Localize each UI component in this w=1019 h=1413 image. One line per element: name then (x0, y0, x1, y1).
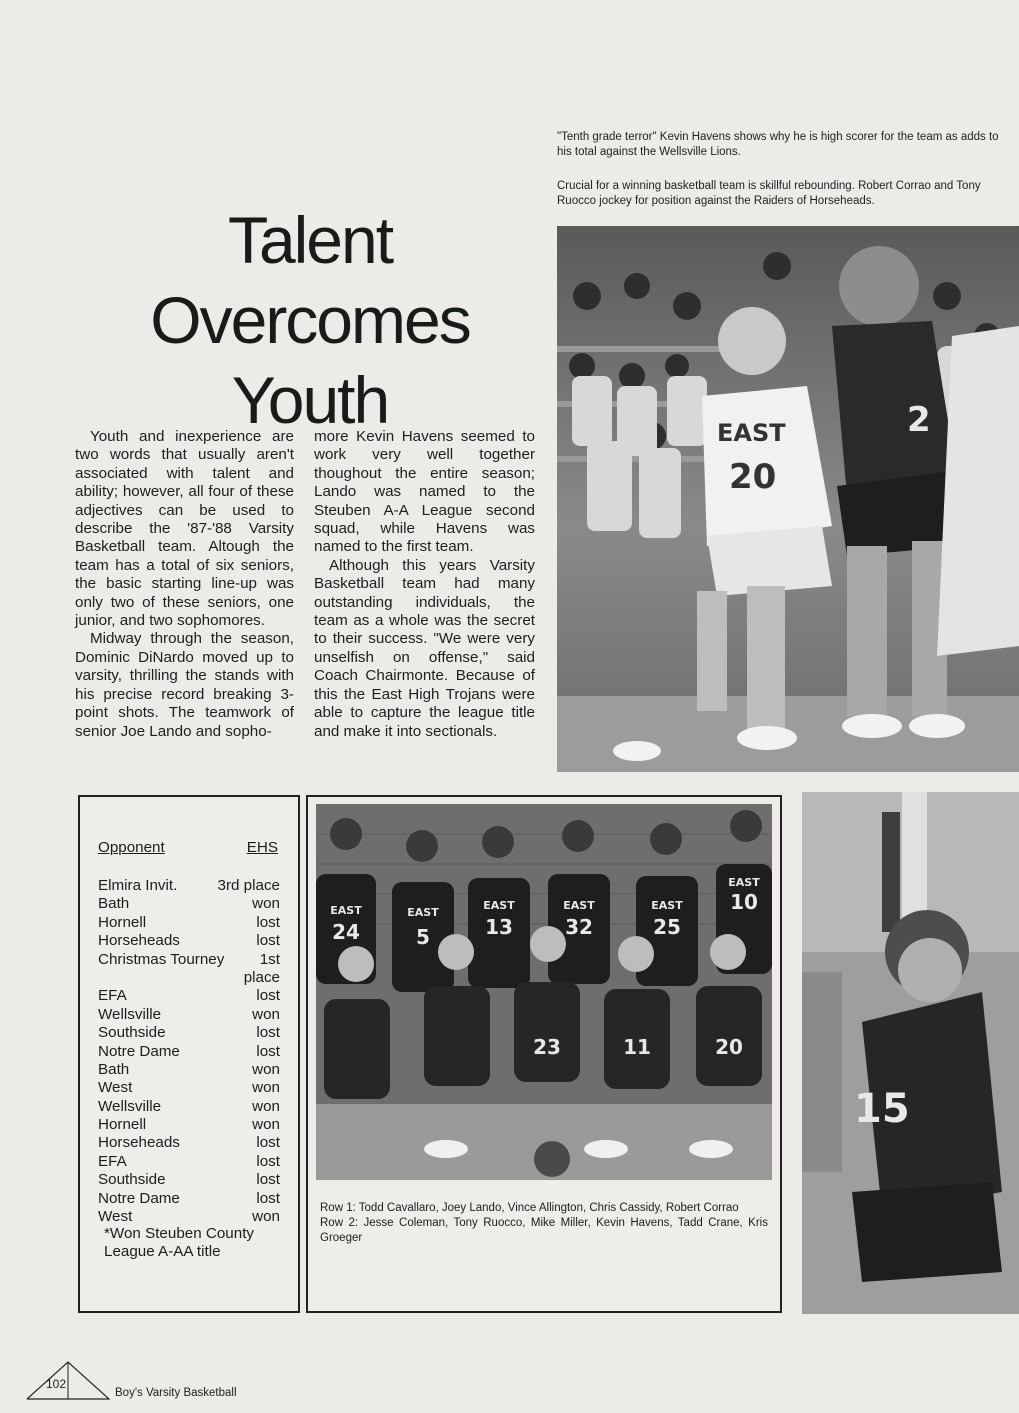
opponent: EFA (98, 1152, 127, 1170)
schedule-row (98, 1190, 280, 1208)
result: lost (256, 1134, 280, 1152)
jersey-number: 20 (729, 457, 777, 497)
schedule-header (98, 839, 278, 859)
schedule-row (98, 1024, 280, 1042)
action-photo (557, 226, 1019, 772)
result: lost (256, 1189, 280, 1207)
result: won (252, 1060, 280, 1078)
jersey-number: 32 (565, 915, 593, 939)
result: lost (256, 913, 280, 931)
side-photo (802, 792, 1019, 1314)
jersey-number: 25 (653, 915, 681, 939)
result: lost (256, 1042, 280, 1060)
top-photo-caption: "Tenth grade terror" Kevin Havens shows why he is high scorer for the team as adds to his total against the Wellsville Lions. (557, 131, 999, 158)
result: lost (256, 1171, 280, 1189)
title-line-1: Talent (227, 203, 393, 277)
schedule-row (98, 1098, 280, 1116)
opponent-header: Opponent (98, 839, 165, 856)
opponent: Hornell (98, 1116, 147, 1134)
jersey-text: EAST (407, 906, 439, 919)
schedule-row (98, 1006, 280, 1024)
article-column-2 (314, 428, 535, 741)
opponent: Notre Dame (98, 1189, 180, 1207)
opponent: Elmira Invit. (98, 877, 178, 894)
rebounding-photo-caption: Crucial for a winning basketball team is skillful rebounding. Robert Corrao and Tony Ruocco jockey for position against the Raiders of Horseheads. (557, 180, 981, 207)
schedule-row (98, 1061, 280, 1079)
result: won (252, 1097, 280, 1115)
jersey-number: 15 (854, 1086, 910, 1132)
jersey-number: 20 (715, 1035, 743, 1059)
title-line-2: Overcomes (150, 283, 470, 357)
schedule-box (78, 795, 300, 1313)
jersey-number: 11 (623, 1035, 651, 1059)
result: won (252, 1208, 280, 1226)
schedule-row (98, 969, 280, 987)
opponent: Southside (98, 1024, 166, 1042)
result: 1st (259, 950, 280, 968)
jersey-text: EAST (651, 899, 683, 912)
article-paragraph: Although this years Varsity Basketball team had many outstanding individuals, the team as a whole was the secret to their success. "We were very unselfish on offense," said Coach Chairmonte. Because of this the East High Trojans were able to capture the league title and make it into sectionals. (314, 556, 535, 740)
opponent: West (98, 1208, 133, 1226)
schedule-row (98, 1208, 280, 1226)
schedule-row (98, 895, 280, 913)
opponent: EFA (98, 987, 127, 1005)
schedule-row (98, 1116, 280, 1134)
opponent: Southside (98, 1171, 166, 1189)
schedule-row (98, 987, 280, 1005)
page-number: 102 (46, 1377, 67, 1391)
team-photo (316, 804, 772, 1180)
opponent: West (98, 1079, 133, 1097)
jersey-text: EAST (330, 904, 362, 917)
schedule-row (98, 1134, 280, 1152)
opponent: Christmas Tourney (98, 950, 225, 968)
section-label: Boy's Varsity Basketball (115, 1387, 237, 1399)
result: won (252, 1116, 280, 1134)
jersey-number: 13 (485, 915, 513, 939)
result: place (243, 968, 280, 986)
article-paragraph: more Kevin Havens seemed to work very well together thoughout the entire season; Lando was named to the Steuben A-A League second squad, while Havens was named to the first team. (314, 428, 535, 556)
triangle-icon (25, 1360, 110, 1400)
schedule-row (98, 877, 280, 895)
ehs-header: EHS (246, 839, 278, 856)
jersey-number: 24 (332, 920, 360, 944)
schedule-row (98, 932, 280, 950)
result: won (252, 895, 280, 913)
result: 3rd place (217, 877, 280, 894)
caption-row-1: Row 1: Todd Cavallaro, Joey Lando, Vince Allington, Chris Cassidy, Robert Corrao (320, 1202, 739, 1214)
schedule-row (98, 1079, 280, 1097)
title-line-3: Youth (231, 363, 389, 437)
league-title-note: *Won Steuben County League A-AA title (104, 1225, 255, 1261)
result: won (252, 1079, 280, 1097)
schedule-list (98, 877, 280, 1226)
article-paragraph: Midway through the season, Dominic DiNardo moved up to varsity, thrilling the stands with his precise record breaking 3-point shots. The teamwork of senior Joe Lando and sopho- (75, 630, 294, 740)
jersey-number: 10 (730, 890, 758, 914)
jersey-number: 2 (907, 400, 931, 440)
schedule-row (98, 1153, 280, 1171)
article-column-1 (75, 428, 294, 741)
jersey-text: EAST (728, 876, 760, 889)
jersey-text: EAST (563, 899, 595, 912)
result: lost (256, 987, 280, 1005)
page-number-triangle (25, 1360, 110, 1400)
schedule-row (98, 914, 280, 932)
result: lost (256, 1024, 280, 1042)
result: lost (256, 932, 280, 950)
jersey-number: 5 (416, 925, 430, 949)
caption-row-2: Row 2: Jesse Coleman, Tony Ruocco, Mike Miller, Kevin Havens, Tadd Crane, Kris Groeger (320, 1217, 768, 1244)
schedule-row (98, 1171, 280, 1189)
result: won (252, 1005, 280, 1023)
team-photo-caption (320, 1201, 768, 1246)
opponent: Wellsville (98, 1005, 162, 1023)
article-paragraph: Youth and inexperience are two words that usually aren't associated with talent and ability; however, all four of these adjectives can be used to describe the '87-'88 Varsity Basketball team. Altough the team has a total of six seniors, the basic starting line-up was only two of these seniors, one junior, and two sophomores. (75, 428, 294, 630)
jersey-text: EAST (483, 899, 515, 912)
opponent: Wellsville (98, 1097, 162, 1115)
jersey-text: EAST (717, 419, 786, 447)
schedule-row (98, 1043, 280, 1061)
opponent: Horseheads (98, 932, 180, 950)
page-title (95, 200, 525, 440)
schedule-row (98, 951, 280, 969)
opponent: Notre Dame (98, 1042, 180, 1060)
result: lost (256, 1152, 280, 1170)
jersey-number: 23 (533, 1035, 561, 1059)
opponent: Hornell (98, 913, 147, 931)
opponent: Bath (98, 1060, 130, 1078)
opponent: Horseheads (98, 1134, 180, 1152)
opponent: Bath (98, 895, 130, 913)
